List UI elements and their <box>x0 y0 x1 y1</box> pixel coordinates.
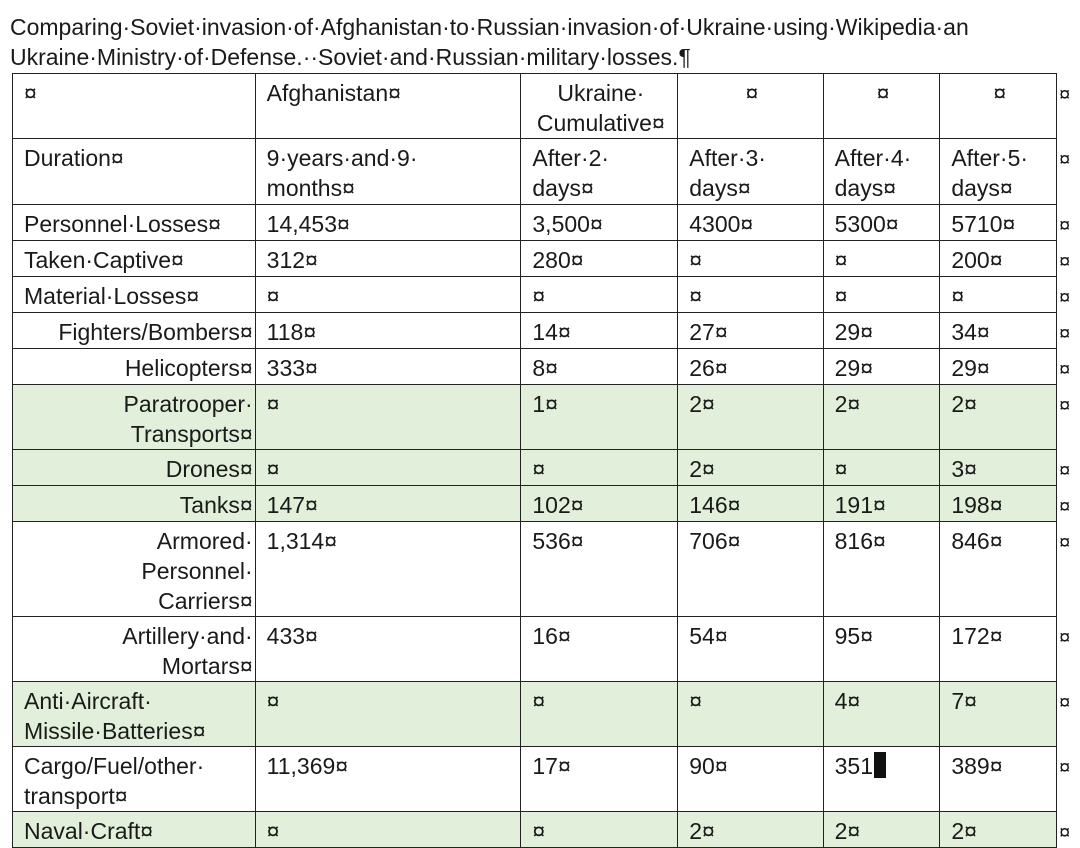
duration-day5[interactable] <box>940 139 1057 205</box>
row-label[interactable]: Tanks¤ <box>13 486 256 522</box>
table-row <box>13 812 1080 848</box>
duration-afghanistan-line1: 9·years·and·9· <box>266 145 418 171</box>
row-label[interactable] <box>13 385 256 450</box>
cell-day2[interactable]: 14¤ <box>521 313 678 349</box>
heading-line-2: Ukraine·Ministry·of·Defense.··Soviet·and·Russian·military·losses.¶ <box>10 44 691 70</box>
row-label[interactable]: Taken·Captive¤ <box>13 241 256 277</box>
cell-afghanistan[interactable]: 312¤ <box>255 241 521 277</box>
row-end-marker: ¤ <box>1059 821 1071 844</box>
header-cell-3[interactable]: ¤ <box>678 74 823 139</box>
cell-afghanistan[interactable]: 11,369¤ <box>255 747 521 812</box>
cell-day3[interactable]: 4300¤ <box>678 205 823 241</box>
table-row <box>13 486 1080 522</box>
row-end-marker: ¤ <box>1059 286 1071 309</box>
row-label[interactable] <box>13 682 256 747</box>
duration-day4-line1: After·4· <box>834 145 912 171</box>
row-label[interactable] <box>13 747 256 812</box>
table-row <box>13 522 1080 617</box>
header-cell-empty[interactable]: ¤ <box>13 74 256 139</box>
cell-day5[interactable]: 2¤ <box>940 385 1057 450</box>
cell-day2[interactable]: 280¤ <box>521 241 678 277</box>
cell-day5[interactable]: 172¤ <box>940 617 1057 682</box>
duration-day2-line1: After·2· <box>532 145 610 171</box>
row-label[interactable]: Fighters/Bombers¤ <box>13 313 256 349</box>
cell-day4[interactable] <box>823 747 940 812</box>
cell-day2[interactable]: 3,500¤ <box>521 205 678 241</box>
cell-afghanistan[interactable]: ¤ <box>255 682 521 747</box>
cell-afghanistan[interactable]: ¤ <box>255 450 521 486</box>
cell-day3[interactable]: 26¤ <box>678 349 823 385</box>
cell-afghanistan[interactable]: 433¤ <box>255 617 521 682</box>
cell-day5[interactable]: 34¤ <box>940 313 1057 349</box>
duration-row <box>13 139 1080 205</box>
row-end-marker: ¤ <box>1059 691 1071 714</box>
row-end-marker: ¤ <box>1059 531 1071 554</box>
row-label-line3: Carriers¤ <box>158 588 253 614</box>
cell-day3[interactable]: 706¤ <box>678 522 823 617</box>
row-label-line1: Paratrooper· <box>123 391 253 417</box>
cell-day3[interactable]: 2¤ <box>678 450 823 486</box>
cell-afghanistan[interactable]: ¤ <box>255 812 521 848</box>
cell-day5[interactable]: 7¤ <box>940 682 1057 747</box>
cell-day4[interactable]: 191¤ <box>823 486 940 522</box>
row-label[interactable] <box>13 617 256 682</box>
cell-day2[interactable]: ¤ <box>521 682 678 747</box>
duration-label[interactable]: Duration¤ <box>13 139 256 205</box>
duration-day2[interactable] <box>521 139 678 205</box>
cell-day4[interactable]: 95¤ <box>823 617 940 682</box>
cell-day5[interactable]: 5710¤ <box>940 205 1057 241</box>
heading-line-1: Comparing·Soviet·invasion·of·Afghanistan·to·Russian·invasion·of·Ukraine·using·Wikipedia·an <box>10 14 969 40</box>
row-end-marker: ¤ <box>1059 626 1071 649</box>
row-label[interactable]: Naval·Craft¤ <box>13 812 256 848</box>
cell-afghanistan[interactable]: 118¤ <box>255 313 521 349</box>
text-cursor <box>874 752 886 778</box>
cell-day4[interactable]: 29¤ <box>823 349 940 385</box>
cell-afghanistan[interactable]: 14,453¤ <box>255 205 521 241</box>
cell-day3[interactable]: ¤ <box>678 241 823 277</box>
cell-day4[interactable]: ¤ <box>823 450 940 486</box>
cell-day4[interactable]: ¤ <box>823 241 940 277</box>
cell-day3[interactable]: 2¤ <box>678 385 823 450</box>
cell-day5[interactable]: 200¤ <box>940 241 1057 277</box>
cell-day4[interactable]: 2¤ <box>823 385 940 450</box>
losses-table <box>12 73 1080 848</box>
row-label[interactable]: Material·Losses¤ <box>13 277 256 313</box>
row-label-line2: Transports¤ <box>130 421 253 447</box>
cell-day2[interactable]: 16¤ <box>521 617 678 682</box>
document-heading <box>10 12 1080 72</box>
cell-day3[interactable]: 27¤ <box>678 313 823 349</box>
cell-day3[interactable]: 54¤ <box>678 617 823 682</box>
cell-day2[interactable]: 17¤ <box>521 747 678 812</box>
table-row <box>13 205 1080 241</box>
cell-day3[interactable]: 2¤ <box>678 812 823 848</box>
header-ukraine-line2: Cumulative¤ <box>536 110 665 136</box>
cell-day2[interactable]: ¤ <box>521 812 678 848</box>
cell-day2[interactable]: 8¤ <box>521 349 678 385</box>
duration-day3-line1: After·3· <box>689 145 766 171</box>
cell-day4[interactable]: 816¤ <box>823 522 940 617</box>
cell-day4[interactable]: 29¤ <box>823 313 940 349</box>
row-label-line2: transport¤ <box>24 783 128 809</box>
table-row <box>13 617 1080 682</box>
duration-day3-line2: days¤ <box>689 175 751 201</box>
cell-day4[interactable]: ¤ <box>823 277 940 313</box>
header-row <box>13 74 1080 139</box>
row-end-marker: ¤ <box>1059 214 1071 237</box>
cell-day5[interactable]: 198¤ <box>940 486 1057 522</box>
row-end-marker: ¤ <box>1059 495 1071 518</box>
row-label[interactable]: Drones¤ <box>13 450 256 486</box>
cell-day2[interactable]: ¤ <box>521 450 678 486</box>
cell-day3[interactable]: 146¤ <box>678 486 823 522</box>
cell-day5[interactable]: ¤ <box>940 277 1057 313</box>
cell-day2[interactable]: 102¤ <box>521 486 678 522</box>
cell-day3[interactable]: ¤ <box>678 277 823 313</box>
row-label[interactable]: Personnel·Losses¤ <box>13 205 256 241</box>
cell-day5[interactable]: 29¤ <box>940 349 1057 385</box>
cell-day2[interactable]: 1¤ <box>521 385 678 450</box>
row-end-marker: ¤ <box>1059 250 1071 273</box>
row-end-marker: ¤ <box>1059 459 1071 482</box>
cell-day5[interactable]: 389¤ <box>940 747 1057 812</box>
duration-day5-line2: days¤ <box>951 175 1013 201</box>
row-label-line2: Mortars¤ <box>161 653 253 679</box>
row-label-line1: Anti·Aircraft· <box>24 688 152 714</box>
table-row <box>13 313 1080 349</box>
cell-day3[interactable]: 90¤ <box>678 747 823 812</box>
row-end-marker: ¤ <box>1059 148 1071 171</box>
cell-day5[interactable]: 846¤ <box>940 522 1057 617</box>
row-end-marker: ¤ <box>1059 83 1071 106</box>
duration-day2-line2: days¤ <box>532 175 594 201</box>
row-end-marker: ¤ <box>1059 358 1071 381</box>
cell-day2[interactable]: 536¤ <box>521 522 678 617</box>
cell-day3[interactable]: ¤ <box>678 682 823 747</box>
cell-day4[interactable]: 5300¤ <box>823 205 940 241</box>
cell-afghanistan[interactable]: ¤ <box>255 277 521 313</box>
duration-afghanistan-line2: months¤ <box>266 175 355 201</box>
header-cell-ukraine[interactable] <box>521 74 678 139</box>
duration-day3[interactable] <box>678 139 823 205</box>
row-end-marker: ¤ <box>1059 322 1071 345</box>
row-label-line1: Artillery·and· <box>122 623 253 649</box>
row-label[interactable] <box>13 522 256 617</box>
row-label-line2: Personnel· <box>141 558 253 584</box>
duration-day4[interactable] <box>823 139 940 205</box>
table-row <box>13 747 1080 812</box>
header-cell-4[interactable]: ¤ <box>823 74 940 139</box>
row-label-line1: Armored· <box>156 528 253 554</box>
row-label-line1: Cargo/Fuel/other· <box>24 753 205 779</box>
cell-day4[interactable]: 2¤ <box>823 812 940 848</box>
table-row <box>13 241 1080 277</box>
cell-afghanistan[interactable]: 1,314¤ <box>255 522 521 617</box>
cell-afghanistan[interactable]: 333¤ <box>255 349 521 385</box>
row-label-line2: Missile·Batteries¤ <box>24 718 206 744</box>
table-row <box>13 450 1080 486</box>
duration-afghanistan[interactable] <box>255 139 521 205</box>
duration-day4-line2: days¤ <box>834 175 896 201</box>
cell-day4[interactable]: 4¤ <box>823 682 940 747</box>
cell-day5[interactable]: 2¤ <box>940 812 1057 848</box>
table-row <box>13 385 1080 450</box>
duration-day5-line1: After·5· <box>951 145 1029 171</box>
table-row <box>13 349 1080 385</box>
header-cell-5[interactable]: ¤ <box>940 74 1057 139</box>
table-row <box>13 682 1080 747</box>
row-label[interactable]: Helicopters¤ <box>13 349 256 385</box>
header-cell-afghanistan[interactable]: Afghanistan¤ <box>255 74 521 139</box>
header-ukraine-line1: Ukraine· <box>557 80 645 106</box>
cell-afghanistan[interactable]: 147¤ <box>255 486 521 522</box>
cell-afghanistan[interactable]: ¤ <box>255 385 521 450</box>
cell-day4-value: 351 <box>834 753 873 779</box>
table-row <box>13 277 1080 313</box>
cell-day5[interactable]: 3¤ <box>940 450 1057 486</box>
row-end-marker: ¤ <box>1059 756 1071 779</box>
cell-day2[interactable]: ¤ <box>521 277 678 313</box>
row-end-marker: ¤ <box>1059 394 1071 417</box>
